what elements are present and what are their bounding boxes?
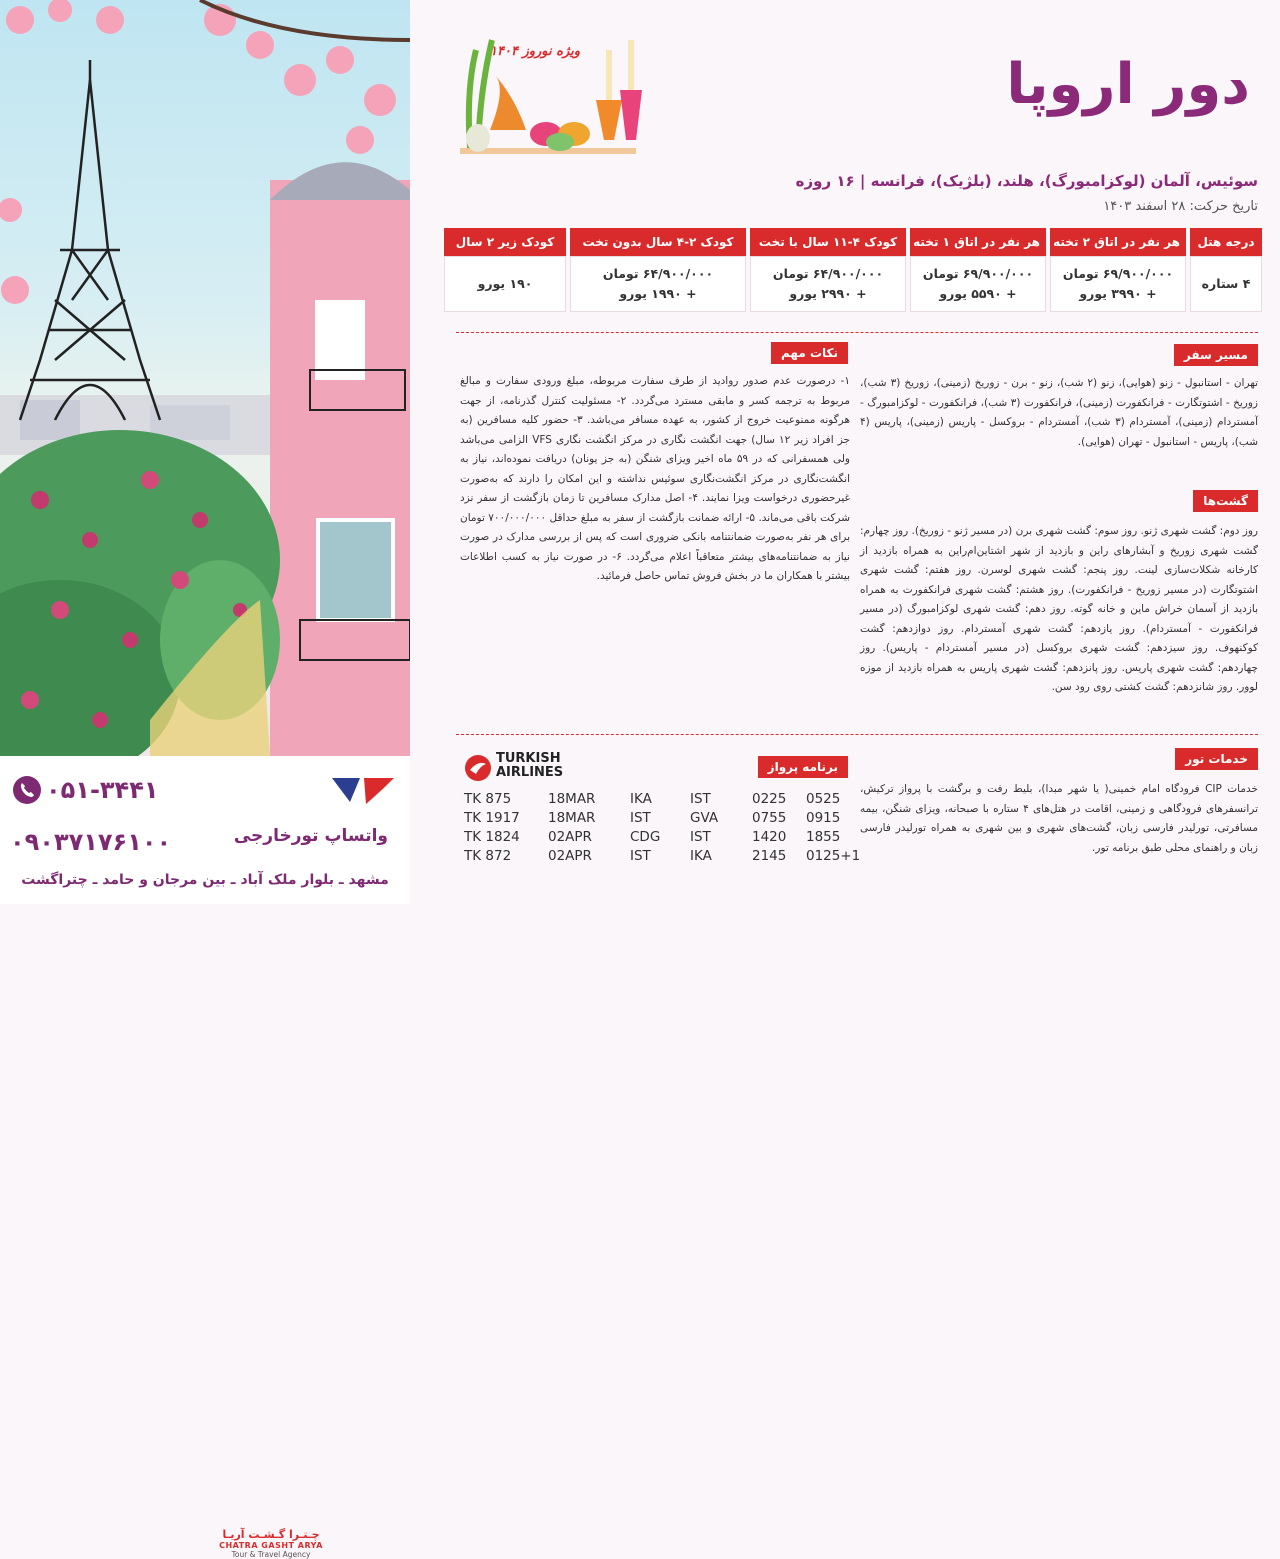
flight-row: TK 1917 18MAR IST GVA 0755 0915 — [464, 810, 841, 826]
price-col-double — [1050, 228, 1186, 312]
brand-mark-icon — [330, 772, 396, 808]
divider — [456, 734, 1258, 735]
tours-text: روز دوم: گشت شهری ژنو. روز سوم: گشت شهری برن (در مسیر ژنو - زوریخ). روز چهارم: گشت شهری زوریخ و آبشارهای راین و بازدید از شهر اشتاین‌ام‌راین به همراه بازدید از کارخانه شکلات‌سازی لینت. روز پنجم: گشت شهری لوسرن. روز هفتم: گشت شهری اشتوتگارت (در مسیر زوریخ - فرانکفورت). روز هشتم: گشت شهری فرانکفورت به همراه بازدید از آسمان خراش ماین و خانه گوته. روز دهم: گشت شهری لوکزامبورگ (در مسیر فرانکفورت - آمستردام). روز یازدهم: گشت شهری آمستردام. روز دوازدهم: گشت کوکنهوف. روز سیزدهم: گشت شهری بروکسل (در مسیر آمستردام - پاریس). روز چهاردهم: گشت شهری پاریس. روز پانزدهم: گشت شهری پاریس به همراه بازدید از موزه لوور. روز شانزدهم: گشت کشتی روی رود سن. — [860, 525, 1258, 693]
divider — [456, 332, 1258, 333]
pink-building — [270, 162, 410, 756]
brand-tagline: Tour & Travel Agency — [231, 1550, 311, 1559]
price-header: کودک زیر ۲ سال — [444, 228, 566, 256]
airline-name — [496, 752, 563, 780]
contact-card — [0, 756, 410, 1559]
price-header: کودک ۴-۱۱ سال با تخت — [750, 228, 906, 256]
brand-logo — [216, 1528, 326, 1559]
price-cell: ۴ ستاره — [1190, 256, 1262, 312]
brand-name-en: CHATRA GASHT ARYA — [219, 1541, 323, 1550]
price-col-single — [910, 228, 1046, 312]
price-col-child-bed — [750, 228, 906, 312]
route-badge: مسیر سفر — [1174, 344, 1258, 366]
route-text: تهران - استانبول - زنو (هوایی)، زنو (۲ شب)، زنو - برن - زوریخ (زمینی)، زوریخ (۳ شب)، زوریخ - اشتوتگارت - فرانکفورت (زمینی)، فرانکفورت (۳ شب)، فرانکفورت - لوکزامبورگ - آمستردام (زمینی)، آمستردام (۳ شب)، آمستردام - بروکسل - پاریس (زمینی)، پاریس (۴ شب)، پاریس - استانبول - تهران (هوایی). — [860, 377, 1258, 448]
departure-date: تاریخ حرکت: ۲۸ اسفند ۱۴۰۳ — [1103, 199, 1258, 214]
flight-row: TK 872 02APR IST IKA 2145 0125+1 — [464, 848, 861, 864]
price-col-child-nobed — [570, 228, 746, 312]
notes-badge: نکات مهم — [771, 342, 848, 364]
price-cell: ۶۴/۹۰۰/۰۰۰ تومان + ۲۹۹۰ یورو — [750, 256, 906, 312]
airline-line1: TURKISH — [496, 751, 561, 766]
brand-name-fa: چـتـرا گـشـت آریـا — [222, 1528, 320, 1541]
whatsapp-number[interactable]: ۰۹۰۳۷۱۷۶۱۰۰ — [10, 828, 172, 856]
price-col-infant — [444, 228, 566, 312]
flight-row: TK 875 18MAR IKA IST 0225 0525 — [464, 791, 841, 807]
price-header: درجه هتل — [1190, 228, 1262, 256]
tours-badge: گشت‌ها — [1193, 490, 1258, 512]
route-summary: سوئیس، آلمان (لوکزامبورگ)، هلند، (بلژیک)، فرانسه | ۱۶ روزه — [795, 172, 1258, 190]
paris-illustration — [0, 0, 410, 756]
turkish-airlines-logo-icon — [464, 754, 492, 782]
services-badge: خدمات تور — [1175, 748, 1258, 770]
eiffel-tower — [20, 60, 160, 420]
whatsapp-label: واتساپ تورخارجی — [233, 826, 388, 846]
tour-content — [420, 0, 1280, 904]
page-title: دور اروپا — [1006, 52, 1250, 117]
phone-number[interactable]: ۰۵۱-۳۴۴۱ — [46, 776, 159, 804]
price-col-hotel — [1190, 228, 1262, 312]
norooz-label: ویژه نوروز ۱۴۰۴ — [490, 44, 581, 59]
phone-icon — [12, 775, 42, 805]
airline-line2: AIRLINES — [496, 765, 564, 780]
price-table — [444, 228, 1262, 312]
price-cell: ۶۴/۹۰۰/۰۰۰ تومان + ۱۹۹۰ یورو — [570, 256, 746, 312]
price-cell: ۱۹۰ یورو — [444, 256, 566, 312]
price-cell: ۶۹/۹۰۰/۰۰۰ تومان + ۵۵۹۰ یورو — [910, 256, 1046, 312]
address: مشهد ـ بلوار ملک آباد ـ بین مرجان و حامد ـ چتراگشت — [21, 872, 389, 888]
flight-table — [464, 790, 866, 866]
price-header: هر نفر در اتاق ۱ تخته — [910, 228, 1046, 256]
services-text: خدمات CIP فرودگاه امام خمینی( یا شهر مبدا)، بلیط رفت و برگشت با پرواز ترکیش، ترانسفرهای فرودگاهی و زمینی، اقامت در هتل‌های ۴ ستاره با صبحانه، ویزای شنگن، بیمه مسافرتی، تورلیدر فارسی زبان، گشت‌های شهری و بین شهری به همراه تورلیدر فارسی زبان و راهنمای محلی طبق برنامه تور. — [860, 783, 1258, 854]
notes-text: ۱- درصورت عدم صدور روادید از طرف سفارت مربوطه، مبلغ ورودی سفارت و مبالغ مربوط به ترجمه کسر و مابقی مسترد می‌گردد. ۲- مسئولیت کنترل گذرنامه، از جهت هرگونه ممنوعیت خروج از کشور، به عهده مسافر می‌باشد. ۳- حضور کلیه مسافرین (به جز افراد زیر ۱۲ سال) جهت انگشت نگاری در مرکز انگشت نگاری VFS الزامی می‌باشد ولی همسفرانی که در ۵۹ ماه اخیر ویزای شنگن (به جز یونان) دریافت نموده‌اند، نیاز به انگشت‌نگاری در مرکز انگشت‌نگاری سوئیس نداشته و این امکان را دارند که به‌صورت غیرحضوری درخواست ویزا نمایند. ۴- اصل مدارک مسافرین تا زمان بازگشت از سفر نزد شرکت باقی می‌ماند. ۵- ارائه ضمانت بازگشت از سفر به مبلغ حداقل ۷۰۰/۰۰۰/۰۰۰ تومان برای هر نفر به‌صورت ضمانتنامه بانکی ضروری است که پس از بررسی مدارک در صورت نیاز به ضمانتنامه‌های بیشتر متعاقباً اعلام می‌گردد. ۶- در صورت نیاز به کسب اطلاعات بیشتر با همکاران ما در بخش فروش تماس حاصل فرمائید. — [460, 375, 850, 582]
paris-illustration-svg — [0, 0, 410, 756]
price-header: هر نفر در اتاق ۲ تخته — [1050, 228, 1186, 256]
price-cell: ۶۹/۹۰۰/۰۰۰ تومان + ۳۹۹۰ یورو — [1050, 256, 1186, 312]
flight-badge: برنامه پرواز — [758, 756, 848, 778]
price-header: کودک ۲-۴ سال بدون تخت — [570, 228, 746, 256]
flight-row: TK 1824 02APR CDG IST 1420 1855 — [464, 829, 841, 845]
